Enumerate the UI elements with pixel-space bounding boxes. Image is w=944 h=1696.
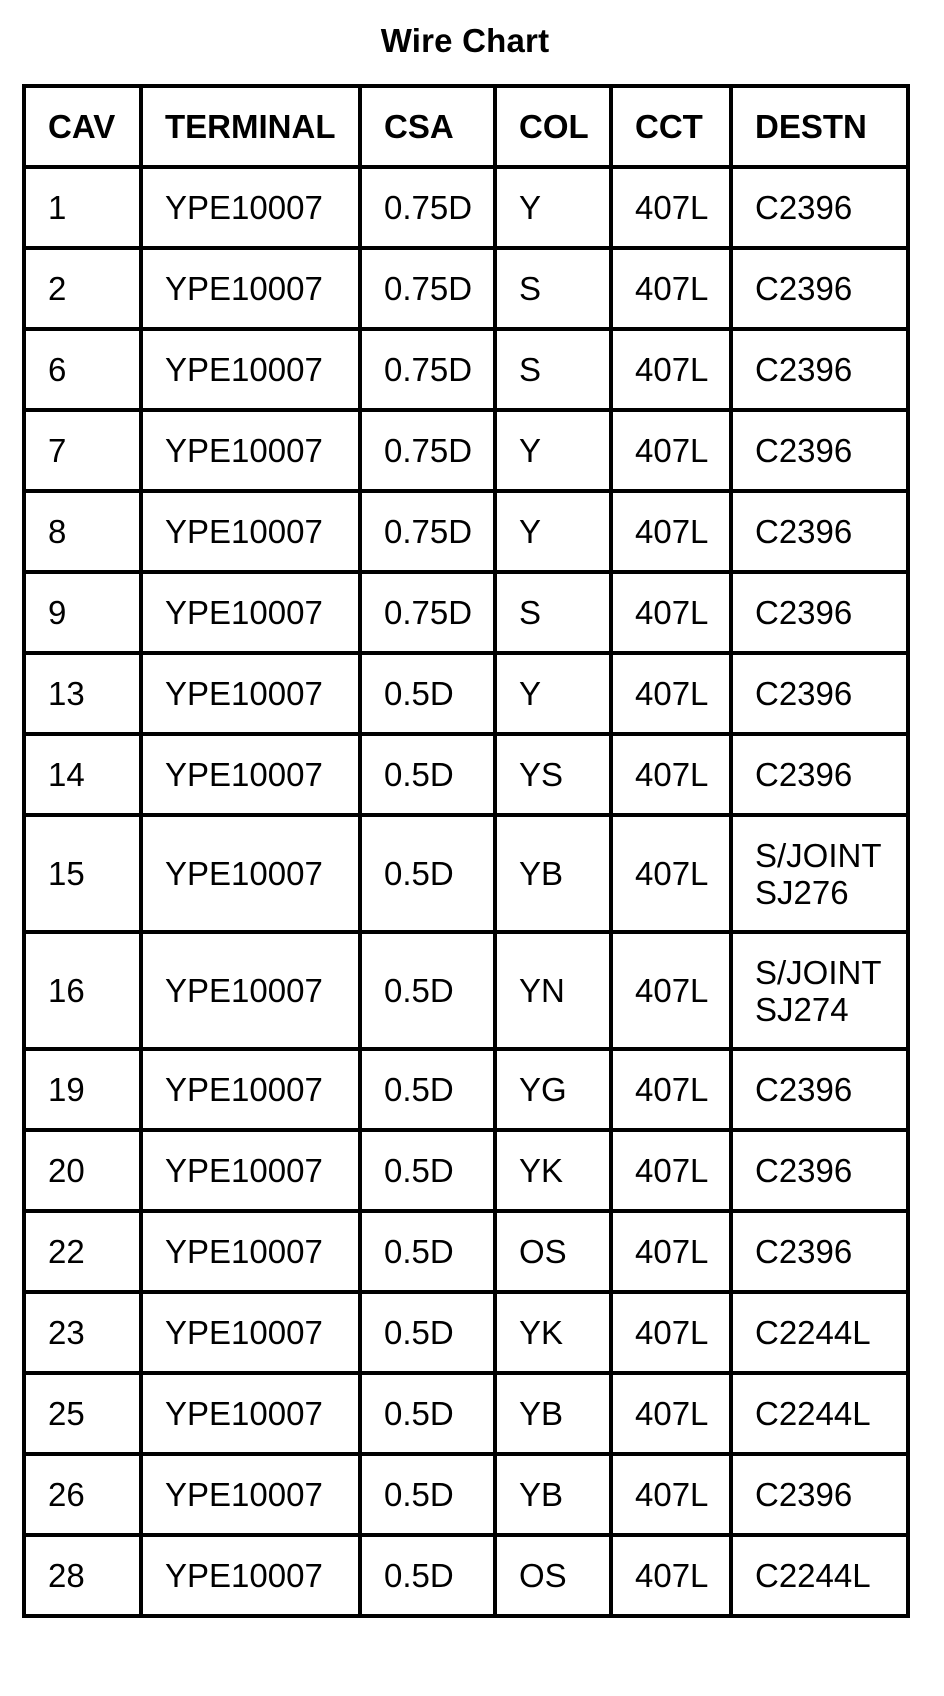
cell-csa: 0.5D	[360, 1049, 495, 1130]
cell-terminal: YPE10007	[141, 167, 360, 248]
cell-col: S	[495, 329, 611, 410]
cell-destn: C2396	[731, 248, 908, 329]
cell-destn: C2396	[731, 1130, 908, 1211]
cell-csa: 0.75D	[360, 410, 495, 491]
table-row	[24, 329, 908, 410]
cell-csa: 0.75D	[360, 329, 495, 410]
cell-cav: 2	[24, 248, 141, 329]
cell-csa: 0.5D	[360, 653, 495, 734]
table-header-row	[24, 86, 908, 167]
table-row	[24, 1454, 908, 1535]
table-row	[24, 1292, 908, 1373]
cell-terminal: YPE10007	[141, 248, 360, 329]
cell-cct: 407L	[611, 410, 731, 491]
cell-col: S	[495, 248, 611, 329]
cell-cct: 407L	[611, 572, 731, 653]
cell-terminal: YPE10007	[141, 932, 360, 1049]
column-header-destn: DESTN	[731, 86, 908, 167]
cell-destn: C2396	[731, 572, 908, 653]
cell-terminal: YPE10007	[141, 1211, 360, 1292]
cell-destn: S/JOINT SJ274	[731, 932, 908, 1049]
cell-csa: 0.5D	[360, 1535, 495, 1616]
cell-csa: 0.75D	[360, 572, 495, 653]
cell-destn: C2244L	[731, 1292, 908, 1373]
table-row	[24, 1049, 908, 1130]
wire-chart-table	[22, 84, 910, 1618]
table-row	[24, 410, 908, 491]
cell-csa: 0.75D	[360, 491, 495, 572]
cell-col: Y	[495, 167, 611, 248]
cell-col: YN	[495, 932, 611, 1049]
cell-destn: C2396	[731, 329, 908, 410]
cell-terminal: YPE10007	[141, 329, 360, 410]
page-title: Wire Chart	[380, 22, 550, 59]
cell-cav: 22	[24, 1211, 141, 1292]
table-row	[24, 815, 908, 932]
cell-cct: 407L	[611, 734, 731, 815]
cell-cav: 9	[24, 572, 141, 653]
cell-col: Y	[495, 491, 611, 572]
cell-destn: C2396	[731, 491, 908, 572]
cell-csa: 0.5D	[360, 815, 495, 932]
cell-cct: 407L	[611, 1292, 731, 1373]
cell-cav: 16	[24, 932, 141, 1049]
cell-csa: 0.5D	[360, 1130, 495, 1211]
cell-destn: C2396	[731, 410, 908, 491]
table-row	[24, 1373, 908, 1454]
cell-csa: 0.5D	[360, 1211, 495, 1292]
cell-cav: 8	[24, 491, 141, 572]
cell-cav: 7	[24, 410, 141, 491]
cell-destn: C2396	[731, 1211, 908, 1292]
cell-csa: 0.75D	[360, 248, 495, 329]
cell-destn: C2396	[731, 167, 908, 248]
cell-cct: 407L	[611, 1049, 731, 1130]
cell-terminal: YPE10007	[141, 1454, 360, 1535]
table-row	[24, 1211, 908, 1292]
cell-cct: 407L	[611, 491, 731, 572]
table-body	[24, 167, 908, 1616]
table-row	[24, 932, 908, 1049]
table-row	[24, 1130, 908, 1211]
column-header-terminal: TERMINAL	[141, 86, 360, 167]
cell-col: YB	[495, 1373, 611, 1454]
cell-cct: 407L	[611, 653, 731, 734]
cell-csa: 0.5D	[360, 1292, 495, 1373]
cell-col: YG	[495, 1049, 611, 1130]
column-header-csa: CSA	[360, 86, 495, 167]
table-row	[24, 491, 908, 572]
table-row	[24, 167, 908, 248]
cell-col: S	[495, 572, 611, 653]
cell-destn: S/JOINT SJ276	[731, 815, 908, 932]
cell-terminal: YPE10007	[141, 491, 360, 572]
cell-cct: 407L	[611, 1211, 731, 1292]
cell-cct: 407L	[611, 167, 731, 248]
column-header-col: COL	[495, 86, 611, 167]
cell-cav: 6	[24, 329, 141, 410]
cell-col: YK	[495, 1130, 611, 1211]
cell-csa: 0.5D	[360, 1454, 495, 1535]
cell-terminal: YPE10007	[141, 1535, 360, 1616]
cell-terminal: YPE10007	[141, 734, 360, 815]
cell-col: Y	[495, 410, 611, 491]
cell-cav: 13	[24, 653, 141, 734]
cell-col: OS	[495, 1211, 611, 1292]
cell-cct: 407L	[611, 1130, 731, 1211]
table-row	[24, 734, 908, 815]
cell-terminal: YPE10007	[141, 1373, 360, 1454]
cell-destn: C2396	[731, 653, 908, 734]
cell-destn: C2396	[731, 1454, 908, 1535]
cell-csa: 0.75D	[360, 167, 495, 248]
cell-destn: C2396	[731, 1049, 908, 1130]
cell-col: YB	[495, 1454, 611, 1535]
cell-cct: 407L	[611, 329, 731, 410]
cell-cct: 407L	[611, 815, 731, 932]
cell-col: YK	[495, 1292, 611, 1373]
cell-cct: 407L	[611, 1373, 731, 1454]
cell-cav: 14	[24, 734, 141, 815]
table-row	[24, 572, 908, 653]
cell-cav: 28	[24, 1535, 141, 1616]
cell-cct: 407L	[611, 932, 731, 1049]
cell-cav: 25	[24, 1373, 141, 1454]
cell-cav: 19	[24, 1049, 141, 1130]
cell-csa: 0.5D	[360, 1373, 495, 1454]
cell-terminal: YPE10007	[141, 410, 360, 491]
cell-cct: 407L	[611, 248, 731, 329]
cell-destn: C2244L	[731, 1535, 908, 1616]
cell-col: OS	[495, 1535, 611, 1616]
table-row	[24, 653, 908, 734]
cell-csa: 0.5D	[360, 932, 495, 1049]
table-row	[24, 248, 908, 329]
cell-cav: 23	[24, 1292, 141, 1373]
cell-cav: 15	[24, 815, 141, 932]
cell-terminal: YPE10007	[141, 572, 360, 653]
cell-cav: 20	[24, 1130, 141, 1211]
cell-col: Y	[495, 653, 611, 734]
cell-terminal: YPE10007	[141, 815, 360, 932]
cell-terminal: YPE10007	[141, 1049, 360, 1130]
cell-terminal: YPE10007	[141, 1292, 360, 1373]
table-row	[24, 1535, 908, 1616]
cell-cav: 1	[24, 167, 141, 248]
column-header-cav: CAV	[24, 86, 141, 167]
cell-col: YB	[495, 815, 611, 932]
cell-destn: C2396	[731, 734, 908, 815]
cell-col: YS	[495, 734, 611, 815]
cell-csa: 0.5D	[360, 734, 495, 815]
column-header-cct: CCT	[611, 86, 731, 167]
cell-terminal: YPE10007	[141, 653, 360, 734]
cell-cct: 407L	[611, 1535, 731, 1616]
cell-destn: C2244L	[731, 1373, 908, 1454]
cell-terminal: YPE10007	[141, 1130, 360, 1211]
cell-cct: 407L	[611, 1454, 731, 1535]
cell-cav: 26	[24, 1454, 141, 1535]
